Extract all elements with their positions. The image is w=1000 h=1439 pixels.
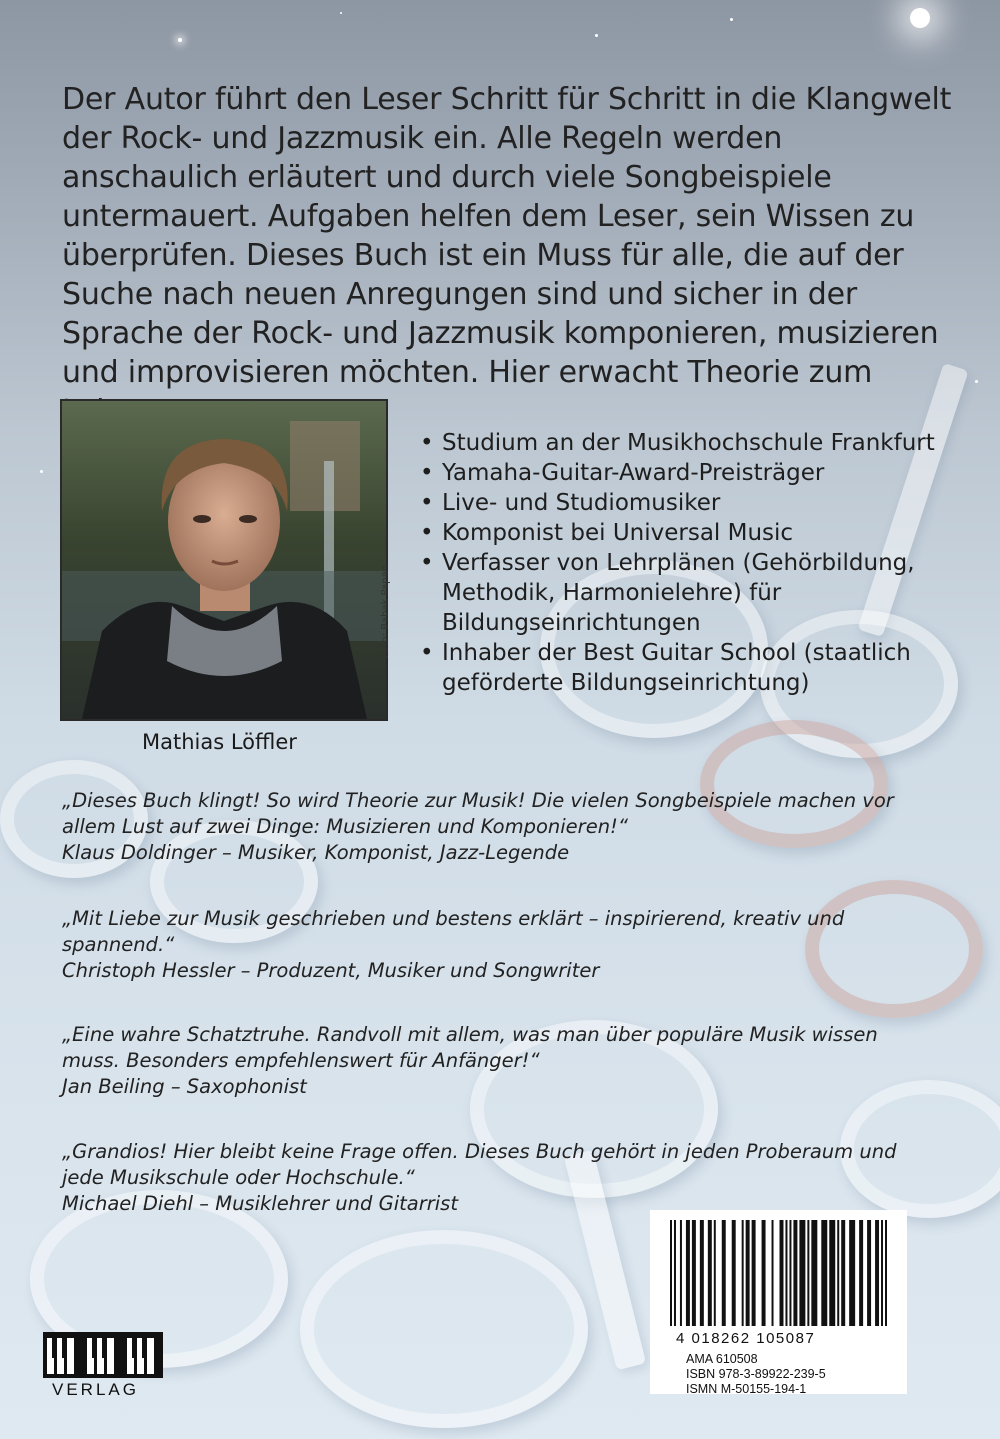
star: [40, 470, 43, 473]
star: [178, 38, 182, 42]
barcode-bar: [732, 1220, 736, 1326]
list-item: [418, 458, 978, 488]
barcode-bar: [708, 1220, 712, 1326]
barcode-bar: [714, 1220, 716, 1326]
quote-attribution: Jan Beiling – Saxophonist: [62, 1075, 307, 1098]
barcode-bar: [885, 1220, 887, 1326]
fact-text: Komponist bei Universal Music: [442, 520, 794, 546]
barcode-bar: [670, 1220, 672, 1326]
bullet-icon: •: [420, 520, 434, 546]
ama-logo-icon: [43, 1332, 163, 1380]
barcode-bar: [867, 1220, 871, 1326]
ama-number: AMA 610508: [686, 1352, 758, 1366]
product-identifiers: [686, 1352, 826, 1397]
author-portrait-illustration: [62, 401, 386, 719]
barcode-bar: [875, 1220, 879, 1326]
barcode-bar: [686, 1220, 690, 1326]
quote-text: „Eine wahre Schatztruhe. Randvoll mit allem, was man über populäre Musik wissen muss. Besonders empfehlenswert für Anfänger!“: [62, 1023, 878, 1072]
barcode-bar: [762, 1220, 766, 1326]
photo-credit: Foto: Babak Papan: [380, 564, 391, 658]
fact-text: Verfasser von Lehrplänen (Gehörbildung, Methodik, Harmonielehre) für Bildungseinrichtungen: [442, 550, 915, 636]
barcode-bar: [799, 1220, 805, 1326]
fact-text: Studium an der Musikhochschule Frankfurt: [442, 430, 935, 456]
bullet-icon: •: [420, 640, 434, 666]
barcode-bar: [811, 1220, 817, 1326]
list-item: [418, 548, 978, 638]
barcode-bar: [742, 1220, 744, 1326]
star: [340, 12, 342, 14]
isbn-number: ISBN 978-3-89922-239-5: [686, 1367, 826, 1381]
music-note-decoration: [300, 1230, 588, 1428]
barcode-bar: [780, 1220, 784, 1326]
star: [975, 380, 978, 383]
quote-attribution: Christoph Hessler – Produzent, Musiker und Songwriter: [62, 959, 600, 982]
bullet-icon: •: [420, 460, 434, 486]
review-quote: [62, 906, 922, 984]
barcode-bar: [789, 1220, 791, 1326]
barcode-bar: [829, 1220, 835, 1326]
barcode-bar: [692, 1220, 696, 1326]
list-item: [418, 488, 978, 518]
publisher-wordmark: VERLAG: [52, 1380, 139, 1399]
quote-text: „Mit Liebe zur Musik geschrieben und bestens erklärt – inspirierend, kreativ und spannend.“: [62, 907, 845, 956]
barcode-bar: [772, 1220, 774, 1326]
barcode-bar: [821, 1220, 827, 1326]
list-item: [418, 518, 978, 548]
barcode-icon: [670, 1220, 887, 1330]
bullet-icon: •: [420, 490, 434, 516]
barcode-bar: [849, 1220, 855, 1326]
fact-text: Inhaber der Best Guitar School (staatlich geförderte Bildungseinrichtung): [442, 640, 911, 696]
star: [730, 18, 733, 21]
book-description: Der Autor führt den Leser Schritt für Schritt in die Klangwelt der Rock- und Jazzmusik ein. Alle Regeln werden anschaulich erläutert und durch viele Songbeispiele untermauert. Aufgaben helfen dem Leser, sein Wissen zu überprüfen. Dieses Buch ist ein Muss für alle, die auf der Suche nach neuen Anregungen sind und sicher in der Sprache der Rock- und Jazzmusik komponieren, musizieren und improvisieren möchten. Hier erwacht Theorie zum: [62, 82, 952, 390]
barcode-bar: [722, 1220, 726, 1326]
fact-text: Live- und Studiomusiker: [442, 490, 721, 516]
fact-text: Yamaha-Guitar-Award-Preisträger: [442, 460, 825, 486]
barcode-bar: [752, 1220, 756, 1326]
barcode-panel: [650, 1210, 907, 1394]
barcode-bar: [746, 1220, 750, 1326]
bullet-icon: •: [420, 430, 434, 456]
barcode-bar: [674, 1220, 676, 1326]
review-quote: [62, 1139, 922, 1217]
review-quote: [62, 788, 922, 866]
quote-text: „Dieses Buch klingt! So wird Theorie zur Musik! Die vielen Songbeispiele machen vor allem Lust auf zwei Dinge: Musizieren und Komponieren!“: [62, 789, 894, 838]
review-quote: [62, 1022, 922, 1100]
author-facts-list: [418, 428, 978, 698]
barcode-bar: [785, 1220, 787, 1326]
quote-attribution: Klaus Doldinger – Musiker, Komponist, Jazz-Legende: [62, 841, 570, 864]
barcode-bar: [859, 1220, 863, 1326]
barcode-bar: [700, 1220, 704, 1326]
ean-number: 4 018262 105087: [676, 1330, 816, 1347]
star: [595, 34, 598, 37]
barcode-bar: [793, 1220, 797, 1326]
star: [910, 8, 930, 28]
author-name: Mathias Löffler: [142, 730, 297, 754]
barcode-bar: [841, 1220, 845, 1326]
barcode-bar: [680, 1220, 682, 1326]
list-item: [418, 638, 978, 698]
quote-text: „Grandios! Hier bleibt keine Frage offen. Dieses Buch gehört in jeden Proberaum und jede Musikschule oder Hochschule.“: [62, 1140, 897, 1189]
barcode-bar: [837, 1220, 839, 1326]
quote-attribution: Michael Diehl – Musiklehrer und Gitarrist: [62, 1192, 458, 1215]
barcode-bar: [807, 1220, 809, 1326]
author-photo: [60, 399, 388, 721]
ismn-number: ISMN M-50155-194-1: [686, 1382, 807, 1396]
list-item: [418, 428, 978, 458]
barcode-bar: [881, 1220, 883, 1326]
bullet-icon: •: [420, 550, 434, 576]
